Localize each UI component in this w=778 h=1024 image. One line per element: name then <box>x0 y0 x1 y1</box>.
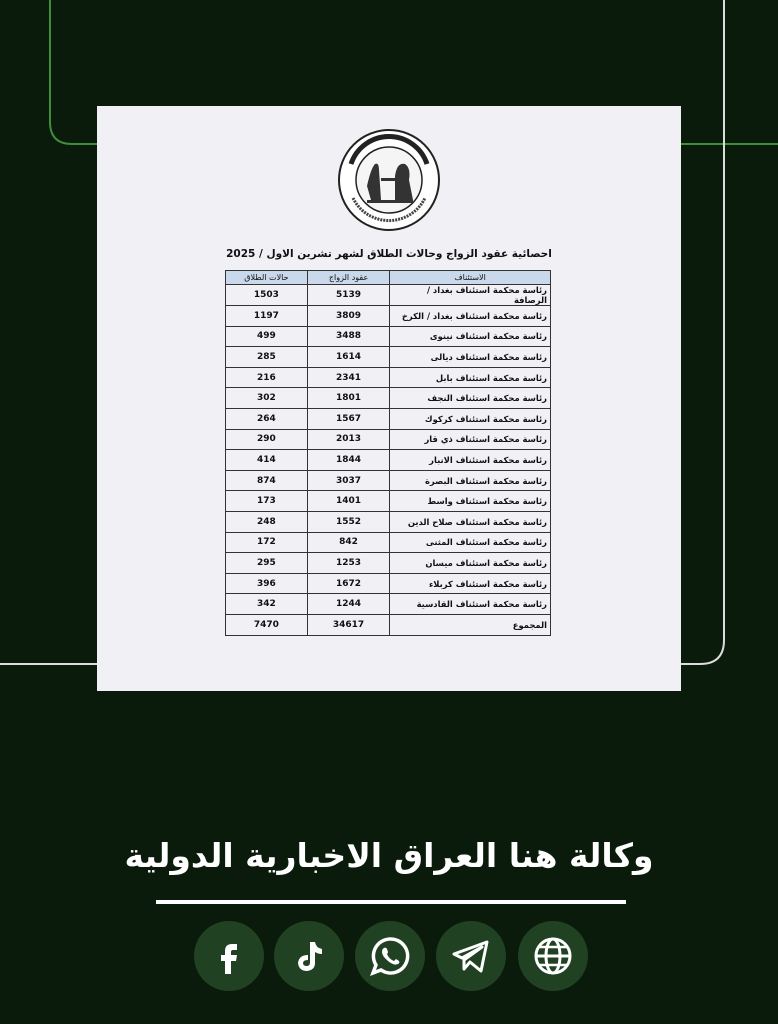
court-cell: رئاسة محكمة استئناف واسط <box>390 491 551 512</box>
court-cell: رئاسة محكمة استئناف بغداد / الرصافة <box>390 285 551 306</box>
divorces-cell: 342 <box>226 594 308 615</box>
table-row <box>226 429 551 450</box>
divorces-cell: 290 <box>226 429 308 450</box>
divorces-cell: 173 <box>226 491 308 512</box>
tiktok-icon <box>289 936 329 976</box>
table-row <box>226 285 551 306</box>
table-row <box>226 367 551 388</box>
divorces-cell: 499 <box>226 326 308 347</box>
marriages-cell: 3037 <box>307 470 389 491</box>
court-cell: رئاسة محكمة استئناف النجف <box>390 388 551 409</box>
globe-icon <box>531 934 575 978</box>
judicial-council-seal <box>337 128 441 232</box>
divorces-cell: 172 <box>226 532 308 553</box>
statistics-table <box>225 270 551 636</box>
divorces-cell: 295 <box>226 553 308 574</box>
agency-underline <box>156 900 626 904</box>
divorces-cell: 874 <box>226 470 308 491</box>
marriages-cell: 3809 <box>307 306 389 327</box>
document-title: احصائية عقود الزواج وحالات الطلاق لشهر تشرين الاول / 2025 <box>226 248 552 260</box>
court-cell: المجموع <box>390 614 551 635</box>
table-row <box>226 388 551 409</box>
court-cell: رئاسة محكمة استئناف البصرة <box>390 470 551 491</box>
divorces-cell: 216 <box>226 367 308 388</box>
marriages-cell: 1844 <box>307 450 389 471</box>
table-row <box>226 326 551 347</box>
divorces-cell: 1197 <box>226 306 308 327</box>
table-row <box>226 491 551 512</box>
divorces-cell: 1503 <box>226 285 308 306</box>
table-row <box>226 306 551 327</box>
divorces-cell: 248 <box>226 511 308 532</box>
marriages-cell: 2341 <box>307 367 389 388</box>
table-row <box>226 408 551 429</box>
court-cell: رئاسة محكمة استئناف نينوى <box>390 326 551 347</box>
divorces-cell: 264 <box>226 408 308 429</box>
table-row <box>226 573 551 594</box>
court-cell: رئاسة محكمة استئناف ديالى <box>390 347 551 368</box>
table-row <box>226 347 551 368</box>
court-cell: رئاسة محكمة استئناف بغداد / الكرخ <box>390 306 551 327</box>
column-header-divorces: حالات الطلاق <box>226 271 308 285</box>
court-cell: رئاسة محكمة استئناف صلاح الدين <box>390 511 551 532</box>
marriages-cell: 1567 <box>307 408 389 429</box>
court-cell: رئاسة محكمة استئناف القادسية <box>390 594 551 615</box>
website-button[interactable] <box>518 921 588 991</box>
divorces-cell: 414 <box>226 450 308 471</box>
marriages-cell: 1614 <box>307 347 389 368</box>
facebook-button[interactable] <box>194 921 264 991</box>
table-row <box>226 470 551 491</box>
statistics-document <box>97 106 681 691</box>
court-cell: رئاسة محكمة استئناف ميسان <box>390 553 551 574</box>
table-header-row <box>226 271 551 285</box>
agency-name: وكالة هنا العراق الاخبارية الدولية <box>124 836 654 875</box>
divorces-cell: 302 <box>226 388 308 409</box>
marriages-cell: 1253 <box>307 553 389 574</box>
court-cell: رئاسة محكمة استئناف ذي قار <box>390 429 551 450</box>
marriages-cell: 1552 <box>307 511 389 532</box>
divorces-cell: 285 <box>226 347 308 368</box>
telegram-button[interactable] <box>436 921 506 991</box>
marriages-cell: 34617 <box>307 614 389 635</box>
facebook-icon <box>209 936 249 976</box>
marriages-cell: 1672 <box>307 573 389 594</box>
court-cell: رئاسة محكمة استئناف كركوك <box>390 408 551 429</box>
marriages-cell: 2013 <box>307 429 389 450</box>
table-total-row <box>226 614 551 635</box>
marriages-cell: 1244 <box>307 594 389 615</box>
marriages-cell: 3488 <box>307 326 389 347</box>
marriages-cell: 842 <box>307 532 389 553</box>
whatsapp-icon <box>368 934 412 978</box>
table-row <box>226 553 551 574</box>
court-cell: رئاسة محكمة استئناف كربلاء <box>390 573 551 594</box>
marriages-cell: 1801 <box>307 388 389 409</box>
court-cell: رئاسة محكمة استئناف المثنى <box>390 532 551 553</box>
tiktok-button[interactable] <box>274 921 344 991</box>
marriages-cell: 5139 <box>307 285 389 306</box>
marriages-cell: 1401 <box>307 491 389 512</box>
telegram-icon <box>449 934 493 978</box>
whatsapp-button[interactable] <box>355 921 425 991</box>
table-row <box>226 532 551 553</box>
column-header-marriages: عقود الزواج <box>307 271 389 285</box>
court-cell: رئاسة محكمة استئناف بابل <box>390 367 551 388</box>
table-row <box>226 511 551 532</box>
table-row <box>226 594 551 615</box>
divorces-cell: 396 <box>226 573 308 594</box>
table-row <box>226 450 551 471</box>
divorces-cell: 7470 <box>226 614 308 635</box>
court-cell: رئاسة محكمة استئناف الانبار <box>390 450 551 471</box>
column-header-court: الاستئناف <box>390 271 551 285</box>
